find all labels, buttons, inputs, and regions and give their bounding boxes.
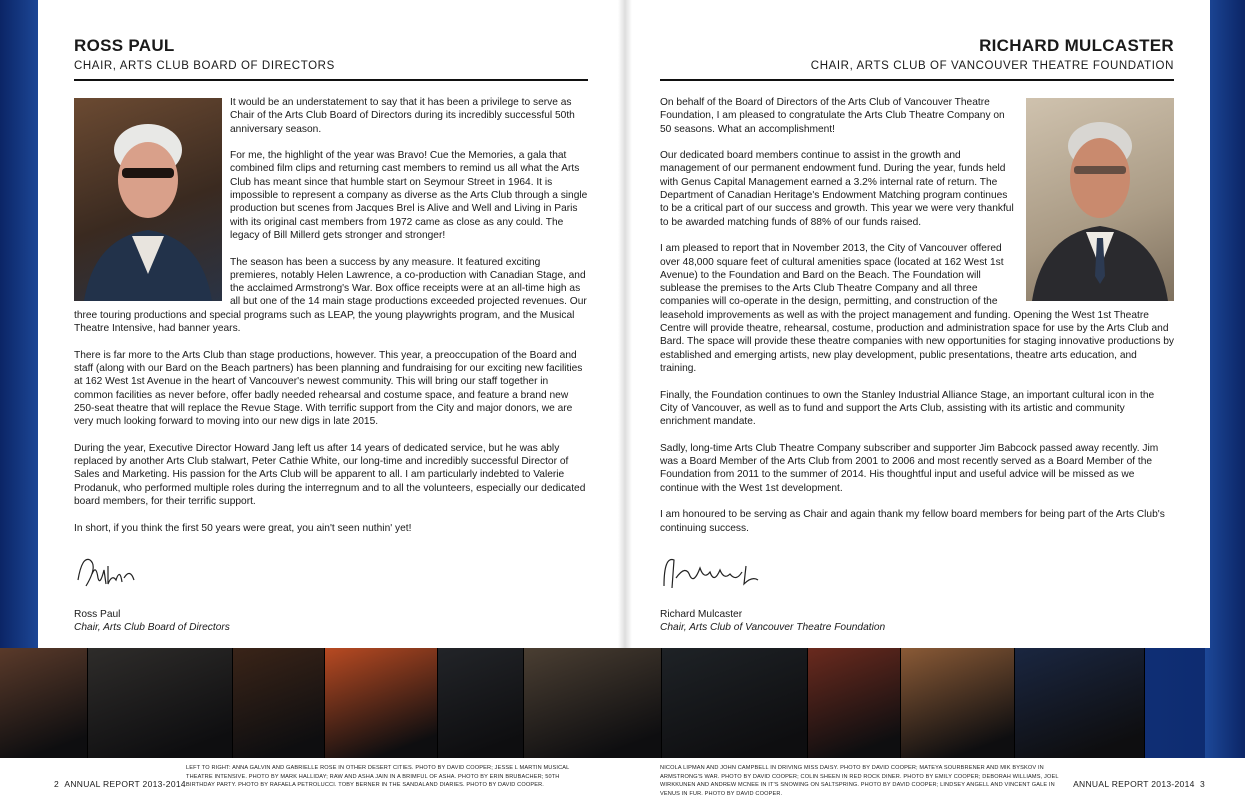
photo-driving-miss-daisy	[524, 648, 662, 758]
left-author-name: ROSS PAUL	[74, 36, 175, 55]
photo-venus-in-fur	[1015, 648, 1145, 758]
report-spread	[38, 0, 1210, 648]
left-paragraph: In short, if you think the first 50 years were great, you ain't seen nuthin' yet!	[74, 522, 412, 534]
photo-50th-birthday-cake	[325, 648, 438, 758]
production-photo-strip	[0, 648, 1245, 758]
right-paragraph: Finally, the Foundation continues to own the Stanley Industrial Alliance Stage, an important cultural icon in the City of Vancouver, as well as to fund and support the Arts Club, assisting with its artistic and community enrichment mandate.	[660, 389, 1155, 428]
ross-paul-signature	[74, 550, 144, 594]
left-paragraph: For me, the highlight of the year was Bravo! Cue the Memories, a gala that combined film clips and returning cast members to remind us all what the Arts Club has meant since that humble start on Seymour Street in 1964. It is impossible to represent a company as diverse as the Arts Club through a single production but scenes from Jacques Brel is Alive and Well and Living in Paris with its original cast members from 1972 came as close as any could. The legacy of Bill Millerd gets stronger and stronger!	[230, 150, 588, 241]
left-paragraph: During the year, Executive Director Howard Jang left us after 14 years of dedicated service, but he was ably replaced by another Arts Club stalwart, Peter Cathie White, our long-time and incredibly successful Director of Sales and Marketing. His passion for the Arts Club will be apparent to all. I am particularly indebted to Valerie Prodanuk, who performed multiple roles during the interregnum and to all the volunteers, especially our dedicated board members, for their terrific support.	[74, 442, 586, 507]
right-paragraph: Our dedicated board members continue to assist in the growth and management of our permanent endowment fund. During the year, funds held with Genus Capital Management earned a 3.2% internal rate of return. The Department of Canadian Heritage's Endowment Matching program continues to be a critical part of our success and growth. This year we were very thankful to be awarded matching funds of 88% of our funds raised.	[660, 150, 1014, 228]
left-paragraph: There is far more to the Arts Club than stage productions, however. This year, a preoccupation of the Board and staff (along with our Bard on the Beach partners) has been planning and fundraising for our exciting new facilities at 162 West 1st Avenue in the heart of Vancouver's newest community. This will bring our staff together in common facilities as never before, offer badly needed rehearsal and costume space, and feature a brand new 250-seat theatre that will replace the Revue Stage. With terrific support from the City and major donors, we are very much looking forward to moving into our new digs in late 2015.	[74, 349, 583, 428]
photo-red-rock-diner	[808, 648, 901, 758]
right-page-footer	[1073, 779, 1205, 789]
left-author-role: CHAIR, ARTS CLUB BOARD OF DIRECTORS	[74, 60, 335, 72]
photo-snowing-on-saltspring	[901, 648, 1015, 758]
left-letter-body	[74, 96, 588, 548]
right-author-name: RICHARD MULCASTER	[979, 36, 1174, 55]
right-paragraph: On behalf of the Board of Directors of the Arts Club of Vancouver Theatre Foundation, I am pleased to congratulate the Arts Club Theatre Company on 50 seasons. What an accomplishment!	[660, 97, 1005, 135]
right-signature-title: Chair, Arts Club of Vancouver Theatre Foundation	[660, 622, 886, 633]
right-signature-name: Richard Mulcaster	[660, 609, 743, 620]
right-paragraph: Sadly, long-time Arts Club Theatre Company subscriber and supporter Jim Babcock passed away recently. Jim was a Board Member of the Arts Club from 2001 to 2006 and most recently served as a Board Member of the Foundation from 2011 to the summer of 2014. His thoughtful input and useful advice will be missed as we continue with the West 1st development.	[660, 442, 1159, 494]
left-report-label: ANNUAL REPORT 2013-2014	[64, 779, 186, 789]
photo-armstrongs-war	[662, 648, 808, 758]
right-paragraph: I am honoured to be serving as Chair and again thank my fellow board members for being part of the Arts Club's continuing success.	[660, 509, 1165, 534]
left-signature-name: Ross Paul	[74, 609, 121, 620]
richard-mulcaster-signature	[660, 550, 770, 594]
left-page-number: 2	[54, 779, 60, 789]
right-author-role: CHAIR, ARTS CLUB OF VANCOUVER THEATRE FOUNDATION	[810, 60, 1174, 72]
page-spine	[618, 0, 632, 648]
right-header-rule	[660, 79, 1174, 81]
right-report-label: ANNUAL REPORT 2013-2014	[1073, 779, 1195, 789]
left-page	[74, 0, 588, 648]
richard-mulcaster-portrait	[1026, 98, 1174, 301]
photo-musical-theatre-intensive	[88, 648, 233, 758]
ross-paul-portrait	[74, 98, 222, 301]
left-header-rule	[74, 79, 588, 81]
photo-brimful-of-asha	[233, 648, 325, 758]
right-paragraph: I am pleased to report that in November 2013, the City of Vancouver offered over 48,000 square feet of cultural amenities space (located at 162 West 1st Avenue) to the Foundation and Bard on the Beach. The Foundation will sublease the premises to the Arts Club Theatre Company and all three companies will co-operate in the design, permitting, and construction of the leasehold improvements as well as with the project management and funding. Opening the West 1st Theatre Centre will provide theatre, rehearsal, costume, production and administration space for use by the Arts Club and Bard. The space will provide these theatre companies with new opportunities for staging innovative productions by established and emerging artists, new play development, public presentations, theatre arts education, and training.	[660, 243, 1175, 374]
left-paragraph: The season has been a success by any measure. It featured exciting premieres, notably Helen Lawrence, a co-production with Canadian Stage, and the acclaimed Armstrong's War. Box office receipts were at an all-time high as all but one of the 14 main stage productions exceeded projected revenues. Our three touring productions and special programs such as LEAP, the young playwrights program, and the Musical Theatre Intensive, had banner years.	[74, 256, 587, 335]
right-letter-body	[660, 96, 1174, 548]
right-page	[660, 0, 1174, 648]
photo-sandaland-diaries	[438, 648, 524, 758]
right-photo-caption: NICOLA LIPMAN AND JOHN CAMPBELL IN DRIVING MISS DAISY. PHOTO BY DAVID COOPER; MATEYA SOURBRENER AND MIK BYSKOV IN ARMSTRONG'S WAR. PHOTO BY DAVID COOPER; COLIN SHEEN IN RED ROCK DINER. PHOTO BY EMILY COOPER; DEBORAH WILLIAMS, JOEL WIRKKUNEN AND ANDREW MCNEE IN IT'S SNOWING ON SALTSPRING. PHOTO BY DAVID COOPER; LINDSEY ANGELL AND VINCENT GALE IN VENUS IN FUR. PHOTO BY DAVID COOPER.	[660, 765, 1059, 797]
left-photo-caption: LEFT TO RIGHT: ANNA GALVIN AND GABRIELLE ROSE IN OTHER DESERT CITIES. PHOTO BY DAVID COOPER; JESSE L MARTIN MUSICAL THEATRE INTENSIVE. PHOTO BY MARK HALLIDAY; RAW AND ASHA JAIN IN A BRIMFUL OF ASHA. PHOTO BY ERIN BRUBACHER; 50TH BIRTHDAY PARTY. PHOTO BY RAFAELA PETROLUCCI. TOBY BERNER IN THE SANDALAND DIARIES. PHOTO BY DAVID COOPER.	[186, 765, 570, 789]
right-page-number: 3	[1199, 779, 1205, 789]
left-signature-title: Chair, Arts Club Board of Directors	[74, 622, 230, 633]
left-paragraph: It would be an understatement to say that it has been a privilege to serve as Chair of the Arts Club Board of Directors during its incredibly successful 50th anniversary season.	[230, 97, 575, 135]
left-page-footer	[54, 779, 186, 789]
photo-other-desert-cities	[0, 648, 88, 758]
